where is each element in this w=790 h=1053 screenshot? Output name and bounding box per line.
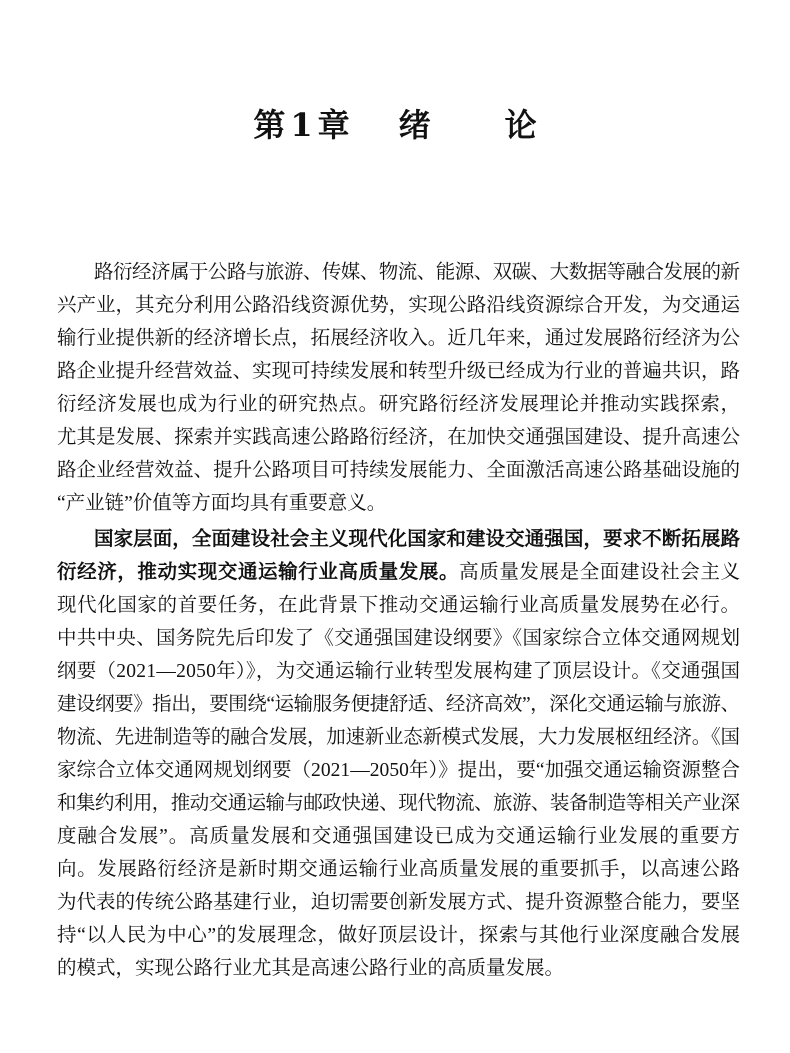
paragraph-line xyxy=(57,355,740,388)
paragraph-line xyxy=(57,322,740,355)
line-text: 路衍经济属于公路与旅游、传媒、物流、能源、双碳、大数据等融合发展的新 xyxy=(94,261,740,283)
paragraph-line xyxy=(57,454,740,487)
paragraph-line xyxy=(57,256,740,289)
paragraph-line xyxy=(57,589,740,622)
line-text: 尤其是发展、探索并实践高速公路路衍经济，在加快交通强国建设、提升高速公 xyxy=(57,426,740,448)
line-text: 路企业经营效益、提升公路项目可持续发展能力、全面激活高速公路基础设施的 xyxy=(57,459,740,481)
paragraph-line xyxy=(57,952,740,985)
paragraph-line xyxy=(57,886,740,919)
line-text: 持“以人民为中心”的发展理念，做好顶层设计，探索与其他行业深度融合发展 xyxy=(57,924,741,946)
paragraph-line xyxy=(57,754,740,787)
line-text: 为代表的传统公路基建行业，迫切需要创新发展方式、提升资源整合能力，要坚 xyxy=(57,891,740,913)
paragraph-line xyxy=(57,388,740,421)
paragraph-line xyxy=(57,787,740,820)
emphasis-text: 国家层面，全面建设社会主义现代化国家和建设交通强国，要求不断拓展路 xyxy=(94,528,741,550)
paragraph-line xyxy=(57,688,740,721)
paragraph-line xyxy=(57,421,740,454)
line-text: 家综合立体交通网规划纲要（2021—2050年）》提出，要“加强交通运输资源整合 xyxy=(57,759,741,781)
paragraph-line xyxy=(57,622,740,655)
paragraph-line xyxy=(57,721,740,754)
chapter-number: 第1章 xyxy=(253,106,355,144)
line-text: 物流、先进制造等的融合发展，加速新业态新模式发展，大力发展枢纽经济。《国 xyxy=(57,726,740,748)
chapter-heading xyxy=(0,104,790,146)
line-text: 输行业提供新的经济增长点，拓展经济收入。近几年来，通过发展路衍经济为公 xyxy=(57,327,740,349)
line-text: 路企业提升经营效益、实现可持续发展和转型升级已经成为行业的普遍共识，路 xyxy=(57,360,740,382)
paragraph-line xyxy=(57,820,740,853)
line-text: 的模式，实现公路行业尤其是高速公路行业的高质量发展。 xyxy=(57,957,565,979)
paragraph-line xyxy=(57,655,740,688)
line-text: 衍经济发展也成为行业的研究热点。研究路衍经济发展理论并推动实践探索， xyxy=(57,393,741,415)
line-text: 建设纲要》指出，要围绕“运输服务便捷舒适、经济高效”，深化交通运输与旅游、 xyxy=(57,693,740,715)
line-text xyxy=(57,556,741,589)
line-text: 现代化国家的首要任务，在此背景下推动交通运输行业高质量发展势在必行。 xyxy=(57,594,741,616)
paragraph-line xyxy=(57,289,740,322)
line-text: 中共中央、国务院先后印发了《交通强国建设纲要》《国家综合立体交通网规划 xyxy=(57,627,741,649)
chapter-title: 绪论 xyxy=(398,106,611,144)
line-text: 纲要（2021—2050年）》，为交通运输行业转型发展构建了顶层设计。《交通强国 xyxy=(57,660,741,682)
paragraph-line xyxy=(57,523,740,556)
paragraph-line xyxy=(57,556,740,589)
paragraph-line xyxy=(57,919,740,952)
line-text: “产业链”价值等方面均具有重要意义。 xyxy=(57,492,387,514)
line-text: 向。发展路衍经济是新时期交通运输行业高质量发展的重要抓手，以高速公路 xyxy=(57,858,741,880)
line-text: 度融合发展”。高质量发展和交通强国建设已成为交通运输行业发展的重要方 xyxy=(57,825,741,847)
regular-text: 高质量发展是全面建设社会主义 xyxy=(459,561,741,583)
paragraph-2 xyxy=(57,523,740,985)
paragraph-line xyxy=(57,853,740,886)
line-text: 兴产业，其充分利用公路沿线资源优势，实现公路沿线资源综合开发，为交通运 xyxy=(57,294,740,316)
paragraph-line xyxy=(57,487,740,520)
emphasis-text: 衍经济，推动实现交通运输行业高质量发展。 xyxy=(57,561,460,583)
paragraph-1 xyxy=(57,256,740,520)
line-text: 和集约利用，推动交通运输与邮政快递、现代物流、旅游、装备制造等相关产业深 xyxy=(57,792,740,814)
